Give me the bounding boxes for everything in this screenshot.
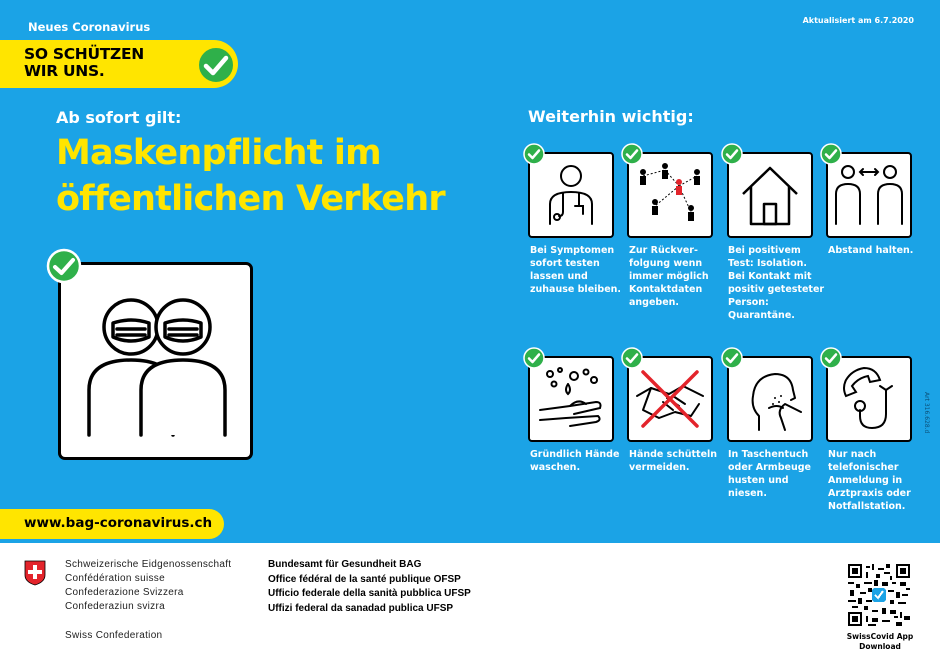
check-icon xyxy=(621,347,643,369)
article-code: Art 316.628.d xyxy=(923,392,930,434)
qr-caption: SwissCovid App Download xyxy=(846,632,914,651)
confederation-names: Schweizerische Eidgenossenschaft Confédération suisse Confederazione Svizzera Confederaziun svizra xyxy=(65,559,232,612)
check-icon xyxy=(46,248,82,284)
swiss-cross-icon xyxy=(24,560,46,586)
caption-no-handshake: Hände schütteln vermeiden. xyxy=(629,449,718,473)
phone-stethoscope-icon xyxy=(828,358,910,440)
cough-elbow-icon xyxy=(729,358,811,440)
caption-symptoms: Bei Symptomen sofort testen lassen und zuhause bleiben. xyxy=(530,245,622,295)
slogan-text xyxy=(24,46,144,80)
check-icon xyxy=(820,143,842,165)
masked-people-icon xyxy=(61,265,250,457)
check-icon xyxy=(820,347,842,369)
swiss-confederation: Swiss Confederation xyxy=(65,630,163,641)
headline xyxy=(56,130,445,222)
no-handshake-icon xyxy=(629,358,711,440)
check-icon xyxy=(621,143,643,165)
caption-cough: In Taschentuch oder Armbeuge husten und niesen. xyxy=(728,449,811,499)
caption-distance: Abstand halten. xyxy=(828,245,914,256)
check-icon xyxy=(721,347,743,369)
house-icon xyxy=(729,154,811,236)
headline-line-2: öffentlichen Verkehr xyxy=(56,179,445,219)
check-icon xyxy=(523,143,545,165)
kicker-text: Neues Coronavirus xyxy=(28,20,151,34)
slogan-line-2: WIR UNS. xyxy=(24,62,105,80)
doctor-icon xyxy=(530,154,612,236)
subhead: Ab sofort gilt: xyxy=(56,108,182,127)
right-heading: Weiterhin wichtig: xyxy=(528,107,694,126)
check-icon xyxy=(523,347,545,369)
office-names: Bundesamt für Gesundheit BAG Office fédéral de la santé publique OFSP Ufficio federale della sanità pubblica UFSP Uffizi federal da sanadad publica UFSP xyxy=(268,559,471,614)
headline-line-1: Maskenpflicht im xyxy=(56,133,381,173)
caption-handwash: Gründlich Hände waschen. xyxy=(530,449,620,473)
slogan-line-1: SO SCHÜTZEN xyxy=(24,45,144,63)
updated-date: Aktualisiert am 6.7.2020 xyxy=(802,16,914,25)
check-icon xyxy=(196,45,236,85)
qr-code-icon[interactable] xyxy=(848,564,910,626)
check-icon xyxy=(721,143,743,165)
contact-tracing-icon xyxy=(629,154,711,236)
caption-phone-first: Nur nach telefonischer Anmeldung in Arztpraxis oder Notfallstation. xyxy=(828,449,911,512)
distance-icon xyxy=(828,154,910,236)
mask-card xyxy=(58,262,253,460)
caption-isolation: Bei positivem Test: Isolation. Bei Kontakt mit positiv getesteter Person: Quarantäne. xyxy=(728,245,825,321)
caption-tracing: Zur Rückver- folgung wenn immer möglich Kontaktdaten angeben. xyxy=(629,245,709,308)
hand-washing-icon xyxy=(530,358,612,440)
website-link[interactable]: www.bag-coronavirus.ch xyxy=(24,515,213,531)
